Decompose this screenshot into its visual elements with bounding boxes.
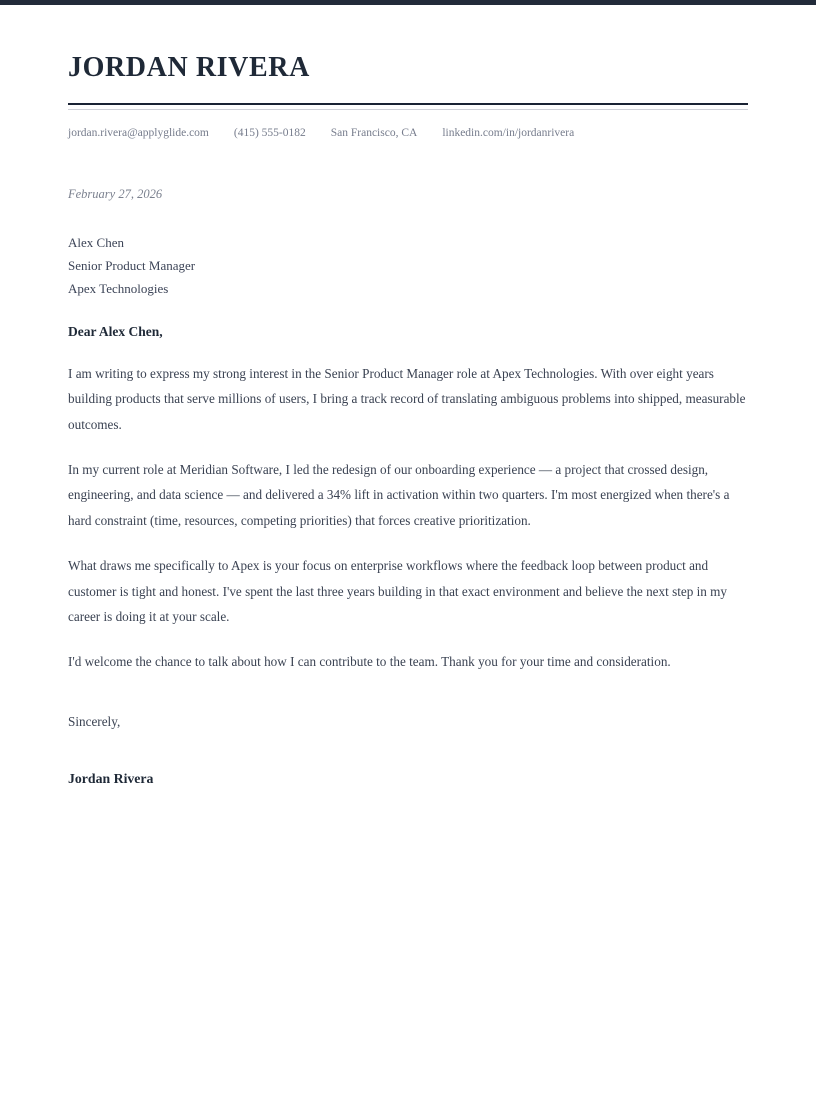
letterhead-rule-thick: [68, 103, 748, 105]
contact-line: [68, 127, 748, 141]
body-paragraph-1: I am writing to express my strong interest in the Senior Product Manager role at Apex Technologies. With over eight years building products that serve millions of users, I bring a track record of translating ambiguous problems into shipped, measurable outcomes.: [68, 365, 746, 432]
recipient-title: Senior Product Manager: [68, 258, 196, 274]
sender-name: JORDAN RIVERA: [68, 52, 310, 83]
body-paragraph-2: In my current role at Meridian Software, I led the redesign of our onboarding experience — a project that crossed design, engineering, and data science — and delivered a 34% lift in activation within two quarters. I'm most energized when there's a hard constraint (time, resources, competing priorities) that forces creative prioritization.: [68, 461, 730, 528]
contact-email[interactable]: jordan.rivera@applyglide.com: [68, 127, 209, 140]
signature-name: Jordan Rivera: [68, 770, 154, 786]
letterhead: [68, 5, 748, 141]
recipient-company: Apex Technologies: [68, 281, 169, 297]
document-page: [0, 5, 816, 788]
contact-linkedin[interactable]: linkedin.com/in/jordanrivera: [442, 127, 575, 140]
contact-location: San Francisco, CA: [330, 127, 418, 140]
letterhead-rule-thin: [68, 109, 748, 110]
body-paragraph-4: I'd welcome the chance to talk about how I can contribute to the team. Thank you for your time and consideration.: [68, 654, 671, 670]
letter-date: February 27, 2026: [68, 187, 163, 202]
recipient-block: [68, 231, 748, 300]
closing-salutation: Sincerely,: [68, 713, 121, 729]
salutation: Dear Alex Chen,: [68, 324, 163, 340]
contact-phone[interactable]: (415) 555-0182: [233, 127, 306, 140]
body-paragraph-3: What draws me specifically to Apex is your focus on enterprise workflows where the feedback loop between product and customer is tight and honest. I've spent the last three years building in that exact environment and believe the next step in my career is doing it at your scale.: [68, 558, 728, 624]
cover-letter-container: [68, 5, 748, 788]
recipient-name: Alex Chen: [68, 235, 124, 251]
